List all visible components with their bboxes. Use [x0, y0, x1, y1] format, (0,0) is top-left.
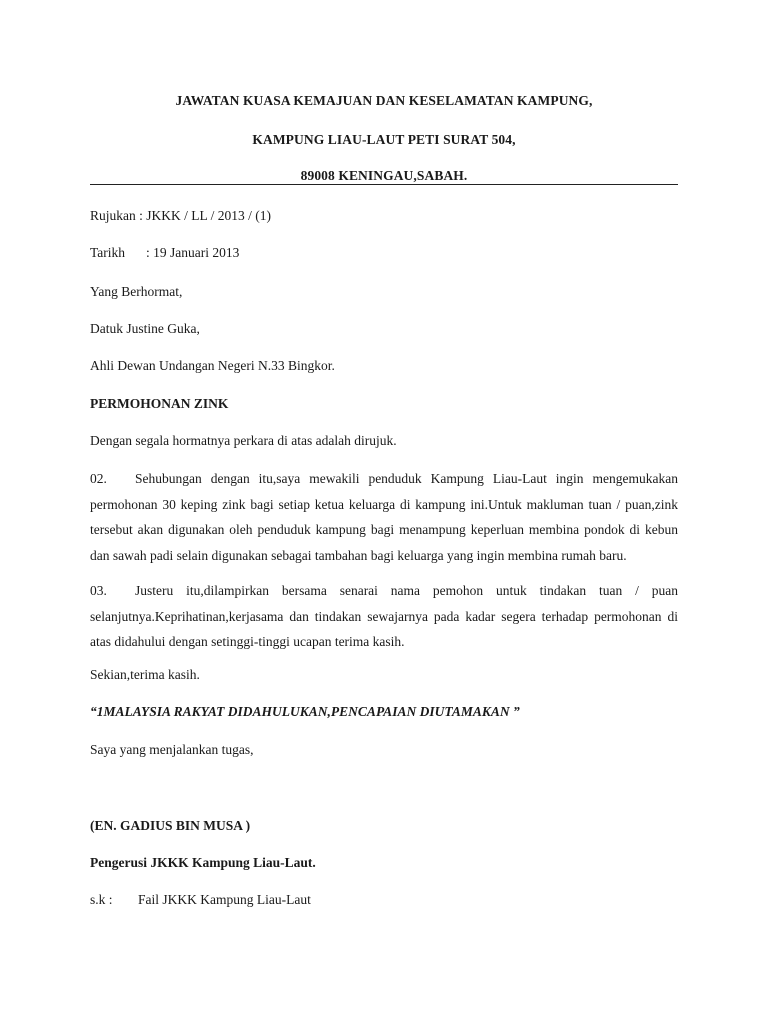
paragraph-02 — [90, 466, 678, 568]
recipient-title: Ahli Dewan Undangan Negeri N.33 Bingkor. — [90, 358, 335, 373]
cc-line — [90, 892, 311, 908]
closing-line: Sekian,terima kasih. — [90, 667, 200, 682]
paragraph-03 — [90, 578, 678, 655]
cc-label: s.k : — [90, 892, 113, 907]
recipient-name: Datuk Justine Guka, — [90, 321, 200, 336]
salutation: Yang Berhormat, — [90, 284, 183, 299]
date-line — [90, 245, 239, 261]
paragraph-number: 03. — [90, 583, 107, 598]
paragraph-line: atas didahului dengan setinggi-tinggi ucapan terima kasih. — [90, 634, 405, 649]
signoff: Saya yang menjalankan tugas, — [90, 742, 254, 757]
paragraph-number: 02. — [90, 471, 107, 486]
paragraph-line: dan sawah padi selain digunakan sebagai tambahan bagi keluarga yang ingin membina rumah baru. — [90, 547, 627, 563]
paragraph-line: 03. Justeru itu,dilampirkan bersama senarai nama pemohon untuk tindakan tuan / puan — [90, 578, 678, 604]
date-label: Tarikh — [90, 245, 126, 260]
motto: “1MALAYSIA RAKYAT DIDAHULUKAN,PENCAPAIAN DIUTAMAKAN ” — [90, 704, 520, 719]
cc-value: Fail JKKK Kampung Liau-Laut — [138, 892, 311, 907]
date-value: : 19 Januari 2013 — [146, 245, 240, 260]
reference-number: Rujukan : JKKK / LL / 2013 / (1) — [90, 208, 271, 223]
letterhead-line-2: KAMPUNG LIAU-LAUT PETI SURAT 504, — [252, 132, 516, 147]
letterhead-line-1: JAWATAN KUASA KEMAJUAN DAN KESELAMATAN KAMPUNG, — [175, 93, 593, 108]
opening-line: Dengan segala hormatnya perkara di atas adalah dirujuk. — [90, 433, 397, 448]
paragraph-line: selanjutnya.Keprihatinan,kerjasama dan tindakan sewajarnya pada kadar segera terhadap permohonan di — [90, 608, 678, 624]
letterhead-line-3: 89008 KENINGAU,SABAH. — [300, 168, 468, 183]
paragraph-line: permohonan 30 keping zink bagi setiap ketua keluarga di kampung ini.Untuk makluman tuan / puan,zink — [90, 496, 678, 512]
header-divider — [90, 184, 678, 185]
signatory-name: (EN. GADIUS BIN MUSA ) — [90, 818, 251, 833]
subject-heading: PERMOHONAN ZINK — [90, 396, 229, 411]
paragraph-line: 02. Sehubungan dengan itu,saya mewakili penduduk Kampung Liau-Laut ingin mengemukakan — [90, 466, 678, 492]
paragraph-line: tersebut akan digunakan oleh penduduk kampung bagi menampung keperluan membina pondok di kebun — [90, 522, 678, 537]
signatory-title: Pengerusi JKKK Kampung Liau-Laut. — [90, 855, 316, 870]
